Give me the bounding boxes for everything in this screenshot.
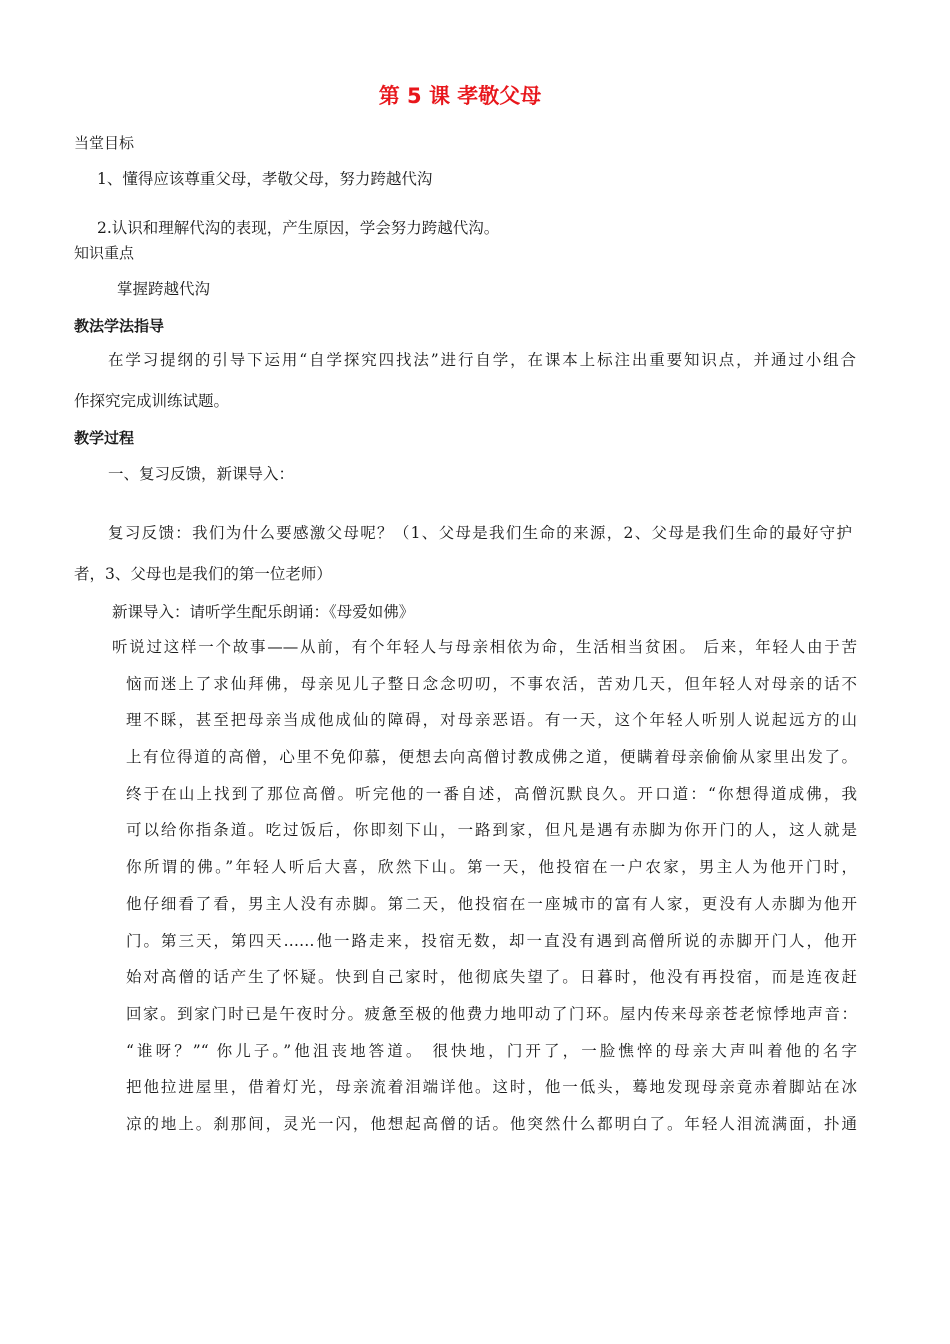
story-line: 听说过这样一个故事——从前，有个年轻人与母亲相依为命，生活相当贫困。 后来，年轻人由于苦 [112, 638, 857, 656]
story-line: 回家。到家门时已是午夜时分。疲惫至极的他费力地叩动了门环。屋内传来母亲苍老惊悸地声音： [126, 1004, 857, 1023]
objective-item-2: 2.认识和理解代沟的表现，产生原因，学会努力跨越代沟。 [97, 219, 500, 237]
story-line: 上有位得道的高僧，心里不免仰慕，便想去向高僧讨教成佛之道，便瞒着母亲偷偷从家里出发了。 [126, 748, 857, 767]
objective-item-1: 1、懂得应该尊重父母，孝敬父母，努力跨越代沟 [97, 170, 433, 188]
story-line: “谁呀？”“ 你儿子。”他沮丧地答道。 很快地，门开了，一脸憔悴的母亲大声叫着他的名字 [126, 1041, 857, 1060]
process-heading: 教学过程 [74, 429, 135, 447]
process-step-1: 一、复习反馈，新课导入： [108, 465, 295, 483]
story-line: 门。第三天，第四天……他一路走来，投宿无数，却一直没有遇到高僧所说的赤脚开门人，他开 [126, 931, 857, 950]
story-line: 凉的地上。刹那间，灵光一闪，他想起高僧的话。他突然什么都明白了。年轻人泪流满面，扑通 [126, 1114, 857, 1133]
story-line: 可以给你指条道。吃过饭后，你即刻下山，一路到家，但凡是遇有赤脚为你开门的人，这人就是 [126, 821, 857, 840]
objectives-heading: 当堂目标 [74, 134, 135, 152]
review-line-1: 复习反馈：我们为什么要感激父母呢？（1、父母是我们生命的来源，2、父母是我们生命的最好守护 [108, 524, 852, 542]
story-line: 你所谓的佛。”年轻人听后大喜，欣然下山。第一天，他投宿在一户农家，男主人为他开门时， [126, 858, 857, 877]
story-line: 终于在山上找到了那位高僧。听完他的一番自述，高僧沉默良久。开口道：“你想得道成佛，我 [126, 784, 857, 803]
story-line: 他仔细看了看，男主人没有赤脚。第二天，他投宿在一座城市的富有人家，更没有人赤脚为他开 [126, 894, 857, 913]
new-lesson-intro: 新课导入：请听学生配乐朗诵：《母爱如佛》 [112, 603, 415, 621]
key-points-heading: 知识重点 [74, 244, 135, 262]
key-points-text: 掌握跨越代沟 [117, 280, 211, 298]
method-line-1: 在学习提纲的引导下运用“自学探究四找法”进行自学，在课本上标注出重要知识点，并通过小组合 [108, 351, 856, 369]
story-line: 始对高僧的话产生了怀疑。快到自己家时，他彻底失望了。日暮时，他没有再投宿，而是连夜赶 [126, 968, 857, 987]
story-line: 恼而迷上了求仙拜佛，母亲见儿子整日念念叨叨，不事农活，苦劝几天，但年轻人对母亲的话不 [126, 674, 857, 693]
story-paragraph [112, 637, 857, 1151]
review-line-2: 者，3、父母也是我们的第一位老师） [74, 565, 332, 583]
method-heading: 教法学法指导 [74, 317, 165, 335]
lesson-title: 第 5 课 孝敬父母 [378, 84, 542, 108]
story-line: 把他拉进屋里，借着灯光，母亲流着泪端详他。这时，他一低头，蓦地发现母亲竟赤着脚站在冰 [126, 1078, 857, 1097]
method-line-2: 作探究完成训练试题。 [74, 392, 230, 410]
story-line: 理不睬，甚至把母亲当成他成仙的障碍，对母亲恶语。有一天，这个年轻人听别人说起远方的山 [126, 711, 857, 730]
